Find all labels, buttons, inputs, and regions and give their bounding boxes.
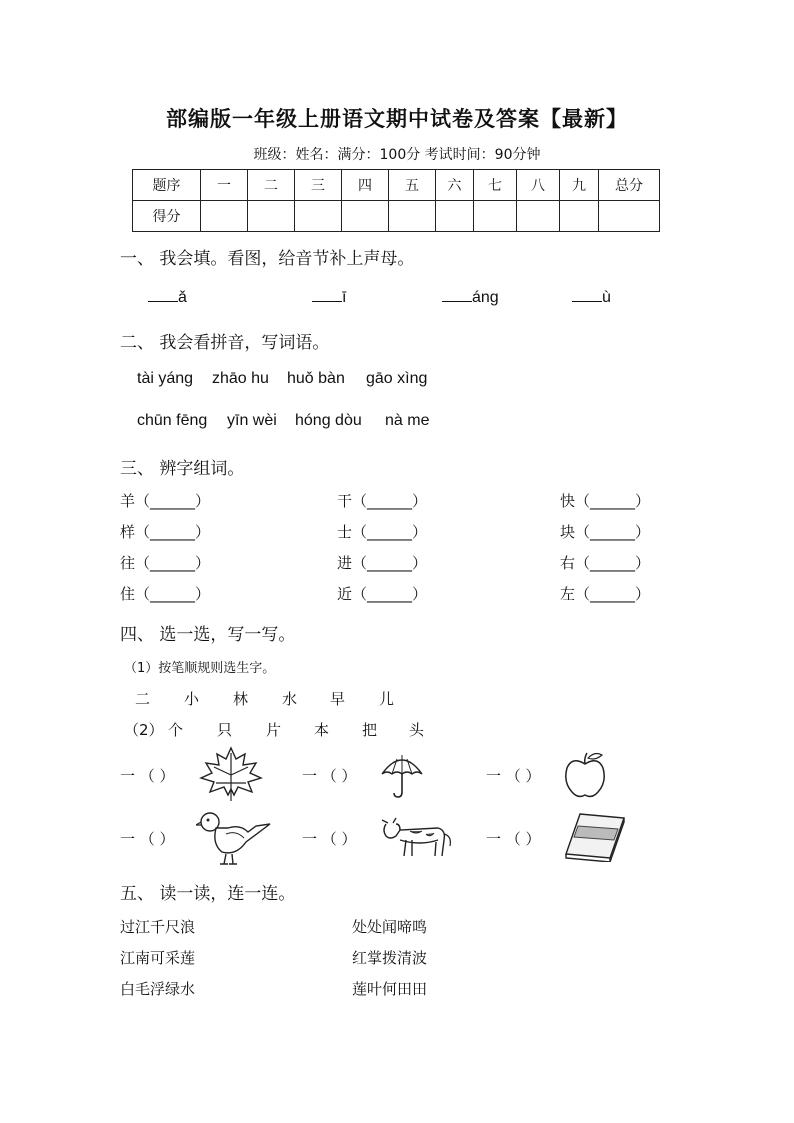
poem-line-right[interactable]: 莲叶何田田 — [352, 980, 428, 998]
measure-blank[interactable]: 一 （ ） — [120, 830, 175, 848]
table-header-cell: 七 — [474, 170, 517, 201]
char-word-item[interactable]: 左（______） — [560, 585, 651, 603]
char-word-item[interactable]: 干（______） — [337, 492, 428, 510]
measure-word: 本 — [314, 721, 330, 739]
measure-blank[interactable]: 一 （ ） — [120, 767, 175, 785]
measure-word: 只 — [217, 721, 233, 739]
pinyin-word: hóng dòu — [295, 412, 362, 429]
measure-word: 片 — [266, 721, 282, 739]
score-input-cell[interactable] — [295, 201, 342, 232]
pinyin-fill-item[interactable]: ī — [312, 287, 346, 307]
poem-line-left[interactable]: 江南可采莲 — [120, 949, 196, 967]
score-input-cell[interactable] — [599, 201, 660, 232]
table-header-cell: 二 — [248, 170, 295, 201]
book-icon — [562, 812, 626, 862]
poem-line-left[interactable]: 过江千尺浪 — [120, 918, 196, 936]
table-header-cell: 九 — [560, 170, 599, 201]
choice-char: 水 — [282, 690, 298, 708]
question-4-2-label: （2） — [124, 721, 164, 739]
choice-char: 小 — [184, 690, 200, 708]
char-word-item[interactable]: 快（______） — [560, 492, 651, 510]
char-word-item[interactable]: 往（______） — [120, 554, 211, 572]
score-input-cell[interactable] — [248, 201, 295, 232]
score-input-cell[interactable] — [517, 201, 560, 232]
pinyin-word: chūn fēng — [137, 412, 208, 429]
page-title: 部编版一年级上册语文期中试卷及答案【最新】 — [166, 107, 628, 131]
char-word-item[interactable]: 右（______） — [560, 554, 651, 572]
measure-blank[interactable]: 一 （ ） — [302, 830, 357, 848]
choice-char: 二 — [135, 690, 151, 708]
section-5-heading: 五、 读一读，连一连。 — [120, 884, 296, 904]
table-header-cell: 八 — [517, 170, 560, 201]
measure-word: 把 — [362, 721, 378, 739]
pinyin-word: gāo xìng — [366, 370, 428, 387]
section-2-heading: 二、 我会看拼音，写词语。 — [120, 333, 330, 353]
pinyin-fill-item[interactable]: ù — [572, 287, 611, 307]
pinyin-word: yīn wèi — [227, 412, 277, 429]
measure-blank[interactable]: 一 （ ） — [486, 830, 541, 848]
table-header-cell: 三 — [295, 170, 342, 201]
choice-char: 早 — [330, 690, 346, 708]
leaf-icon — [198, 745, 264, 803]
measure-word: 个 — [168, 721, 184, 739]
pinyin-word: tài yáng — [137, 370, 194, 387]
question-4-1: （1）按笔顺规则选生字。 — [124, 661, 276, 676]
char-word-item[interactable]: 住（______） — [120, 585, 211, 603]
table-header-cell: 四 — [342, 170, 389, 201]
score-input-cell[interactable] — [201, 201, 248, 232]
choice-char: 儿 — [379, 690, 395, 708]
table-header-cell: 总分 — [599, 170, 660, 201]
table-row-label: 得分 — [133, 201, 201, 232]
table-header-cell: 五 — [389, 170, 436, 201]
cow-icon — [380, 812, 456, 860]
pinyin-word: nà me — [385, 412, 430, 429]
char-word-item[interactable]: 样（______） — [120, 523, 211, 541]
measure-word: 头 — [409, 721, 425, 739]
score-input-cell[interactable] — [436, 201, 474, 232]
score-input-cell[interactable] — [389, 201, 436, 232]
section-3-heading: 三、 辨字组词。 — [120, 459, 245, 479]
score-table-header-row — [133, 170, 660, 201]
score-table — [132, 169, 660, 232]
pinyin-word: zhāo hu — [212, 370, 269, 387]
section-4-heading: 四、 选一选，写一写。 — [120, 625, 296, 645]
char-word-item[interactable]: 近（______） — [337, 585, 428, 603]
choice-char: 林 — [233, 690, 249, 708]
table-header-cell: 题序 — [133, 170, 201, 201]
score-input-cell[interactable] — [560, 201, 599, 232]
score-input-cell[interactable] — [342, 201, 389, 232]
score-input-cell[interactable] — [474, 201, 517, 232]
umbrella-icon — [378, 750, 426, 800]
table-header-cell: 一 — [201, 170, 248, 201]
poem-line-right[interactable]: 红掌拨清波 — [352, 949, 428, 967]
apple-icon — [562, 750, 608, 800]
exam-info: 班级：姓名：满分：100分 考试时间：90分钟 — [253, 147, 541, 163]
score-table-row — [133, 201, 660, 232]
table-header-cell: 六 — [436, 170, 474, 201]
char-word-item[interactable]: 羊（______） — [120, 492, 211, 510]
pinyin-word: huǒ bàn — [287, 370, 345, 387]
char-word-item[interactable]: 块（______） — [560, 523, 651, 541]
measure-blank[interactable]: 一 （ ） — [486, 767, 541, 785]
bird-icon — [196, 808, 272, 866]
section-1-heading: 一、 我会填。看图，给音节补上声母。 — [120, 249, 415, 269]
char-word-item[interactable]: 进（______） — [337, 554, 428, 572]
measure-blank[interactable]: 一 （ ） — [302, 767, 357, 785]
char-word-item[interactable]: 士（______） — [337, 523, 428, 541]
poem-line-right[interactable]: 处处闻啼鸣 — [352, 918, 428, 936]
pinyin-fill-item[interactable]: ǎ — [148, 287, 187, 307]
poem-line-left[interactable]: 白毛浮绿水 — [120, 980, 196, 998]
pinyin-fill-item[interactable]: áng — [442, 287, 499, 307]
